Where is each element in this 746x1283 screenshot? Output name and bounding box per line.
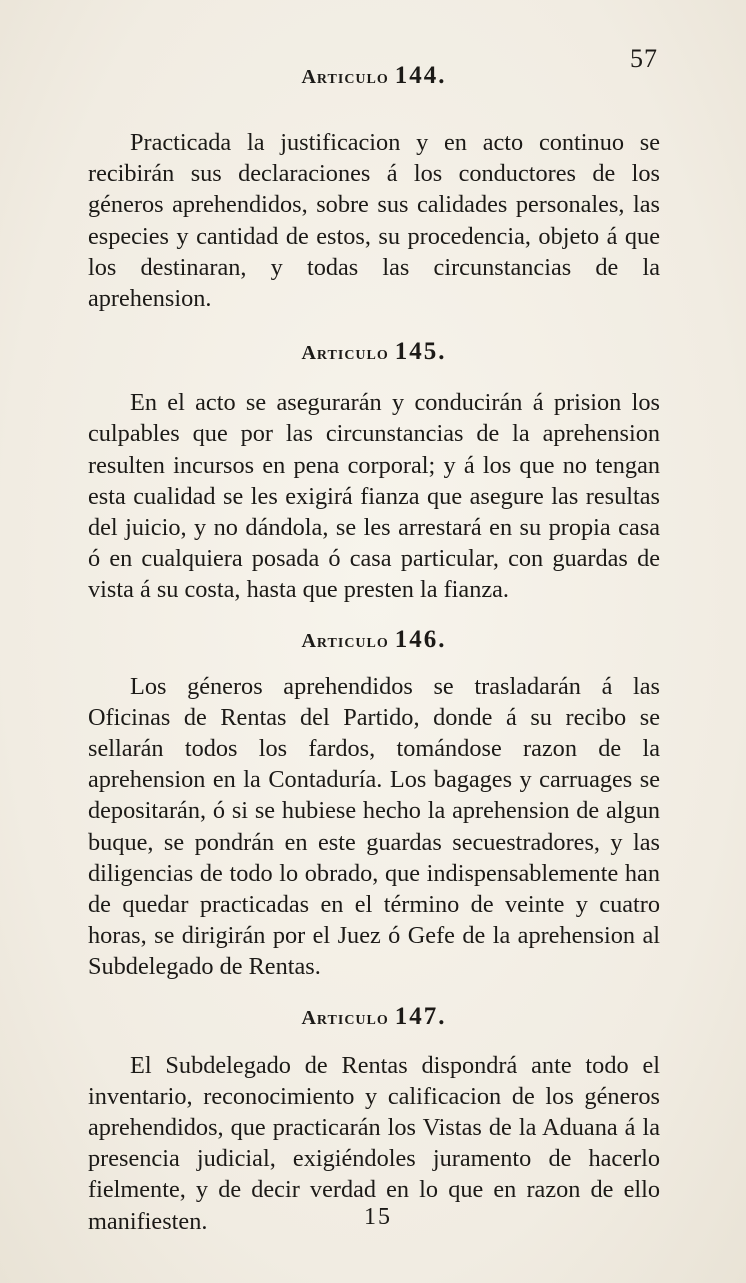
article-number: 145. [394,338,447,366]
article-body-144: Practicada la justificacion y en acto continuo se recibirán sus declaraciones á los conductores de los géneros aprehendidos, sobre sus calidades personales, las especies y cantidad de estos, su procedencia, objeto á que los destinaran, y todas las circunstancias de la aprehension. [88,129,660,313]
article-heading-label: Articulo [301,629,389,652]
article-heading-label: Articulo [301,66,389,88]
article-body-147: El Subdelegado de Rentas dispondrá ante todo el inventario, reconocimiento y calificacion de los géneros aprehendidos, que practicarán los Vistas de la Aduana á la presencia judicial, exigiéndoles juramento de hacerlo fielmente, y de decir verdad en lo que en razon de ello manifiesten. [88,1051,660,1235]
page-number: 57 [630,44,658,73]
article-heading-145 [88,336,660,369]
article-number: 144. [394,62,447,89]
signature-mark [0,1204,746,1231]
article-number: 147. [394,1002,447,1030]
article-body-146: Los géneros aprehendidos se trasladarán á las Oficinas de Rentas del Partido, donde á su recibo se sellarán todos los fardos, tomándose razon de la aprehension en la Contaduría. Los bagages y carruages se depositarán, ó si se hubiese hecho la aprehension de algun buque, se pondrán en este guardas secuestradores, y las diligencias de todo lo obrado, que indispensablemente han de quedar practicadas en el término de veinte y cuatro horas, se dirigirán por el Juez ó Gefe de la aprehension al Subdelegado de Rentas. [88,672,660,981]
text-block [88,60,660,1237]
article-heading-147 [88,1001,660,1034]
signature-mark-text: 15 [364,1204,392,1230]
article-body-145: En el acto se asegurarán y conducirán á prision los culpables que por las circunstancias de la aprehension resulten incursos en pena corporal; y á los que no tengan esta cualidad se les exigirá fianza que asegure las resultas del juicio, y no dándola, se les arrestará en su propia casa ó en cualquiera posada ó casa particular, con guardas de vista á su costa, hasta que presten la fianza. [88,389,660,604]
article-heading-label: Articulo [301,342,389,365]
article-heading-label: Articulo [301,1006,389,1029]
article-number: 146. [394,625,447,653]
article-heading-146 [88,624,660,657]
article-heading-144 [88,60,660,93]
